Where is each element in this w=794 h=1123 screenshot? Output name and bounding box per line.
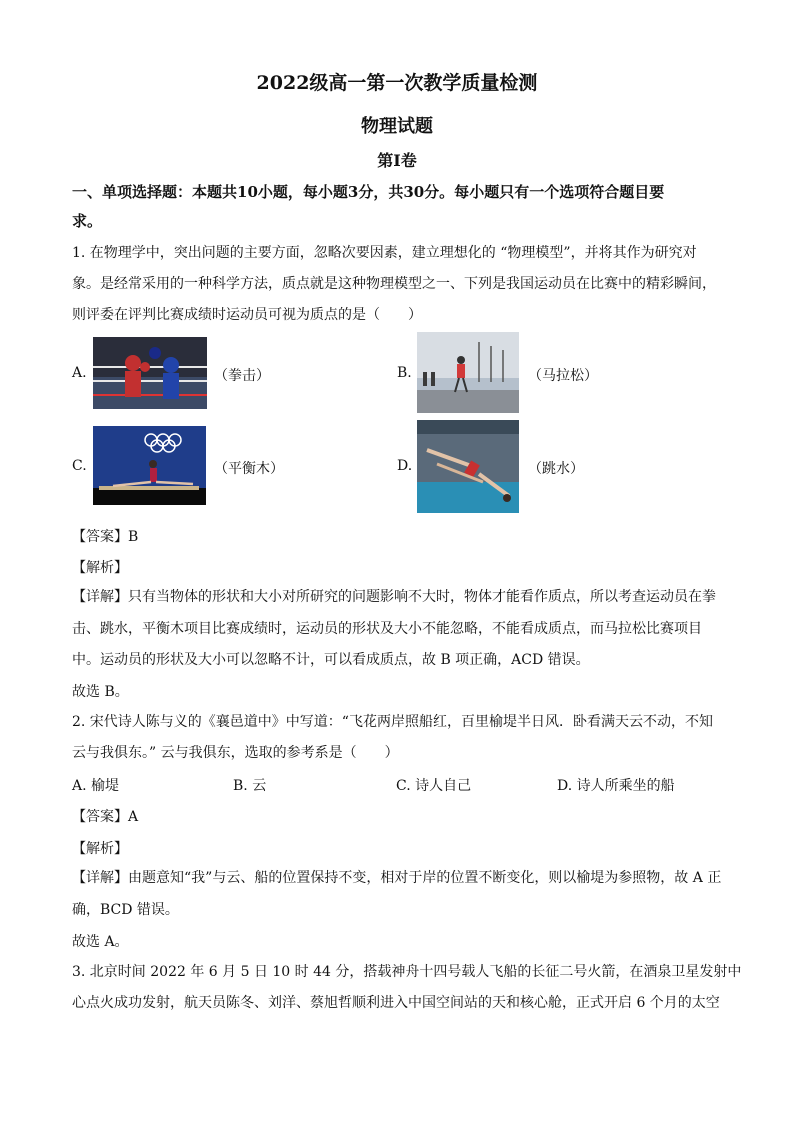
q2-choice-b: B. 云 <box>233 778 267 794</box>
q1-option-c-caption: （平衡木） <box>214 461 284 477</box>
q2-text-line2: 云与我俱东。” 云与我俱东，选取的参考系是（ ） <box>72 745 399 761</box>
q2-text-line1: 2. 宋代诗人陈与义的《襄邑道中》中写道：“飞花两岸照船红，百里榆堤半日风．卧看满天云不动，不知 <box>72 714 713 730</box>
q1-conclusion: 故选 B。 <box>72 684 129 700</box>
q2-choice-a: A. 榆堤 <box>72 778 120 794</box>
volume-label: 第I卷 <box>377 151 417 170</box>
section-heading-line2: 求。 <box>72 212 103 230</box>
q1-option-c-label: C. <box>72 458 87 474</box>
q1-text-line1: 1. 在物理学中，突出问题的主要方面，忽略次要因素，建立理想化的 “物理模型”，并将其作为研究对 <box>72 245 697 261</box>
q2-choice-d: D. 诗人所乘坐的船 <box>557 778 675 794</box>
q1-answer: 【答案】B <box>72 529 139 545</box>
q1-option-a-label: A. <box>72 365 87 381</box>
q2-conclusion: 故选 A。 <box>72 934 129 950</box>
marathon-photo <box>417 332 519 413</box>
q3-text-line2: 心点火成功发射，航天员陈冬、刘洋、蔡旭哲顺利进入中国空间站的天和核心舱，正式开启 6 个月的太空 <box>72 995 720 1011</box>
q2-analysis-label: 【解析】 <box>72 841 128 857</box>
exam-title: 2022级高一第一次教学质量检测 <box>256 72 538 94</box>
q1-option-b-caption: （马拉松） <box>528 368 598 384</box>
q1-detail-line1: 【详解】只有当物体的形状和大小对所研究的问题影响不大时，物体才能看作质点，所以考查运动员在拳 <box>72 589 716 605</box>
q2-answer: 【答案】A <box>72 809 139 825</box>
q1-text-line3: 则评委在评判比赛成绩时运动员可视为质点的是（ ） <box>72 307 422 323</box>
subject-title: 物理试题 <box>361 116 433 137</box>
section-heading-line1: 一、单项选择题：本题共10小题，每小题3分，共30分。每小题只有一个选项符合题目要 <box>72 183 665 201</box>
q1-option-d-caption: （跳水） <box>528 461 584 477</box>
q2-detail-line1: 【详解】由题意知“我”与云、船的位置保持不变，相对于岸的位置不断变化，则以榆堤为参照物，故 A 正 <box>72 870 722 886</box>
q2-detail-line2: 确，BCD 错误。 <box>72 902 179 918</box>
diving-photo <box>417 420 519 513</box>
q1-analysis-label: 【解析】 <box>72 560 128 576</box>
q1-option-d-label: D. <box>397 458 413 474</box>
q1-detail-line3: 中。运动员的形状及大小可以忽略不计，可以看成质点，故 B 项正确，ACD 错误。 <box>72 652 590 668</box>
balance-beam-photo <box>93 426 206 505</box>
q3-text-line1: 3. 北京时间 2022 年 6 月 5 日 10 时 44 分，搭载神舟十四号载人飞船的长征二号火箭，在酒泉卫星发射中 <box>72 964 742 980</box>
q1-detail-line2: 击、跳水，平衡木项目比赛成绩时，运动员的形状及大小不能忽略，不能看成质点，而马拉松比赛项目 <box>72 621 702 637</box>
q1-text-line2: 象。是经常采用的一种科学方法，质点就是这种物理模型之一、下列是我国运动员在比赛中的精彩瞬间， <box>72 276 716 292</box>
q2-choice-c: C. 诗人自己 <box>396 778 472 794</box>
q1-option-b-label: B. <box>397 365 412 381</box>
q1-option-a-caption: （拳击） <box>214 368 270 384</box>
boxing-photo <box>93 337 207 409</box>
